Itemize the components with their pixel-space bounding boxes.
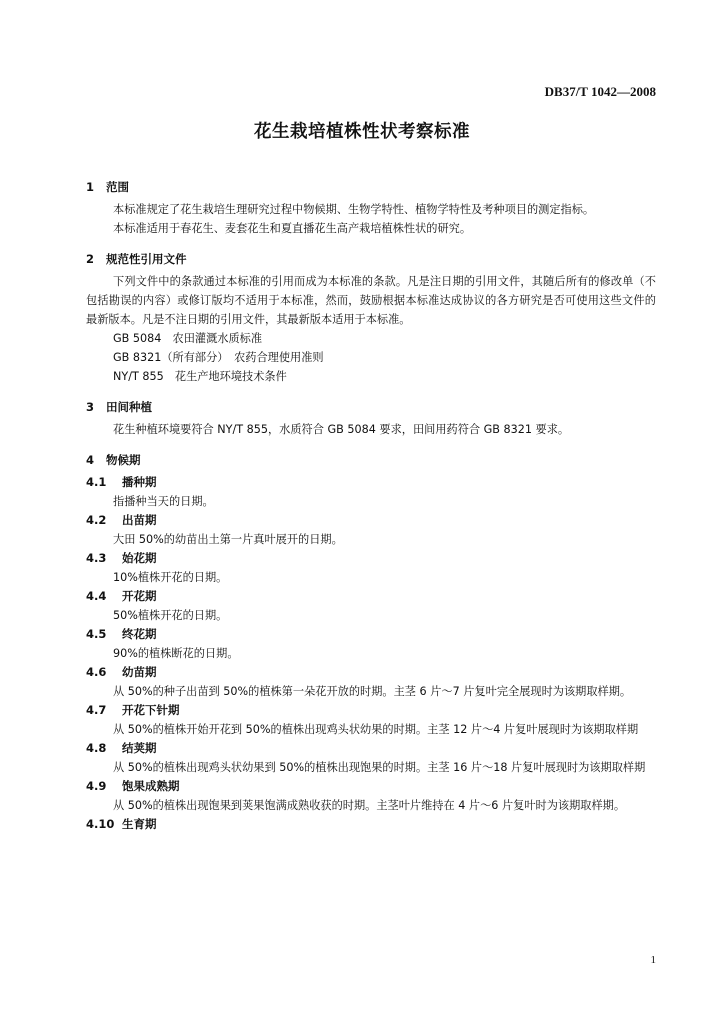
subsection-heading xyxy=(86,777,656,796)
subsection-title: 开花下针期 xyxy=(122,703,180,717)
paragraph: 从 50%的种子出苗到 50%的植株第一朵花开放的时期。主茎 6 片～7 片复叶完全展现时为该期取样期。 xyxy=(113,685,632,698)
subsection-title: 始花期 xyxy=(122,551,157,565)
subsection-heading xyxy=(86,663,656,682)
subsection-title: 开花期 xyxy=(122,589,157,603)
subsection-title: 结荚期 xyxy=(122,741,157,755)
paragraph: 从 50%的植株出现鸡头状幼果到 50%的植株出现饱果的时期。主茎 16 片～18 片复叶展现时为该期取样期 xyxy=(113,761,646,774)
subsection-title: 生育期 xyxy=(122,817,157,831)
subsection-title: 出苗期 xyxy=(122,513,157,527)
section-number: 4 xyxy=(86,453,95,467)
subsection-number: 4.7 xyxy=(86,703,107,717)
paragraph: 从 50%的植株开始开花到 50%的植株出现鸡头状幼果的时期。主茎 12 片～4 片复叶展现时为该期取样期 xyxy=(113,723,639,736)
reference-item: GB 5084 农田灌溉水质标准 xyxy=(113,332,263,345)
subsection-number: 4.2 xyxy=(86,513,107,527)
subsection-number: 4.8 xyxy=(86,741,107,755)
document-body xyxy=(86,176,656,834)
subsection-title: 幼苗期 xyxy=(122,665,157,679)
reference-item: NY/T 855 花生产地环境技术条件 xyxy=(113,370,287,383)
subsection-number: 4.6 xyxy=(86,665,107,679)
document-title: 花生栽培植株性状考察标准 xyxy=(254,122,470,142)
paragraph: 指播种当天的日期。 xyxy=(113,495,214,508)
subsection-title: 饱果成熟期 xyxy=(122,779,180,793)
subsection-heading xyxy=(86,625,656,644)
reference-item: GB 8321（所有部分） 农药合理使用准则 xyxy=(113,351,324,364)
section-heading xyxy=(86,449,656,471)
subsection-title: 终花期 xyxy=(122,627,157,641)
section-heading xyxy=(86,396,656,418)
subsection-number: 4.1 xyxy=(86,475,107,489)
section-heading xyxy=(86,248,656,270)
subsection-heading xyxy=(86,549,656,568)
subsection-number: 4.5 xyxy=(86,627,107,641)
section-title: 田间种植 xyxy=(106,400,152,414)
paragraph: 花生种植环境要符合 NY/T 855，水质符合 GB 5084 要求，田间用药符合 GB 8321 要求。 xyxy=(113,423,570,436)
subsection-heading xyxy=(86,815,656,834)
document-code: DB37/T 1042—2008 xyxy=(544,84,656,99)
paragraph: 本标准适用于春花生、麦套花生和夏直播花生高产栽培植株性状的研究。 xyxy=(113,222,472,235)
subsection-heading xyxy=(86,739,656,758)
subsection-heading xyxy=(86,587,656,606)
subsection-number: 4.3 xyxy=(86,551,107,565)
section-title: 范围 xyxy=(106,180,129,194)
section-number: 3 xyxy=(86,400,95,414)
paragraph: 本标准规定了花生栽培生理研究过程中物候期、生物学特性、植物学特性及考种项目的测定指标。 xyxy=(113,203,595,216)
subsection-number: 4.4 xyxy=(86,589,107,603)
paragraph: 10%植株开花的日期。 xyxy=(113,571,228,584)
paragraph: 大田 50%的幼苗出土第一片真叶展开的日期。 xyxy=(113,533,343,546)
page-number: 1 xyxy=(650,954,656,966)
paragraph: 90%的植株断花的日期。 xyxy=(113,647,239,660)
section-title: 物候期 xyxy=(106,453,141,467)
subsection-number: 4.10 xyxy=(86,817,115,831)
paragraph: 50%植株开花的日期。 xyxy=(113,609,228,622)
section-heading xyxy=(86,176,656,198)
subsection-title: 播种期 xyxy=(122,475,157,489)
paragraph: 下列文件中的条款通过本标准的引用而成为本标准的条款。凡是注日期的引用文件，其随后所有的修改单（不包括勘误的内容）或修订版均不适用于本标准，然而，鼓励根据本标准达成协议的各方研究是否可使用这些文件的最新版本。凡是不注日期的引用文件，其最新版本适用于本标准。 xyxy=(86,275,656,326)
section-title: 规范性引用文件 xyxy=(106,252,187,266)
subsection-heading xyxy=(86,701,656,720)
section-number: 1 xyxy=(86,180,95,194)
section-number: 2 xyxy=(86,252,95,266)
paragraph: 从 50%的植株出现饱果到荚果饱满成熟收获的时期。主茎叶片维持在 4 片～6 片复叶时为该期取样期。 xyxy=(113,799,626,812)
subsection-heading xyxy=(86,511,656,530)
subsection-heading xyxy=(86,473,656,492)
subsection-number: 4.9 xyxy=(86,779,107,793)
